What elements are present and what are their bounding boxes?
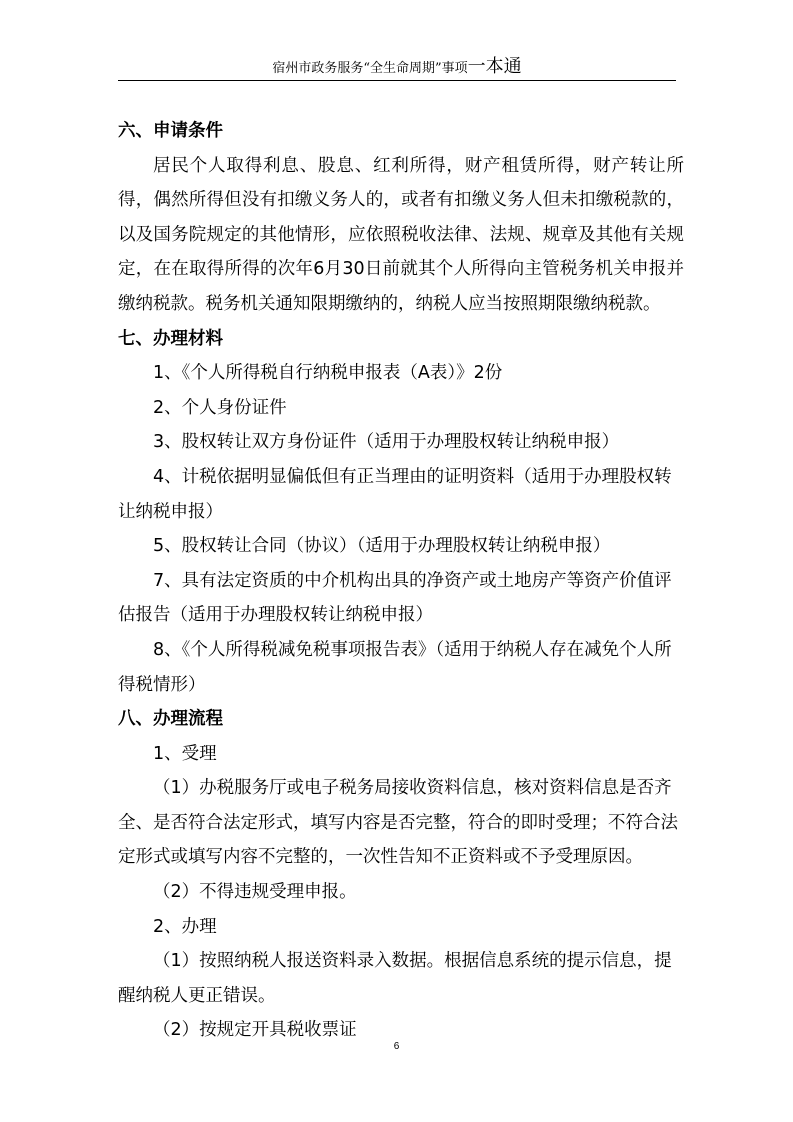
material-item: 7、具有法定资质的中介机构出具的净资产或土地房产等资产价值评估报告（适用于办理股权转让纳税申报）	[118, 570, 672, 626]
process-step-title: 2、办理	[153, 916, 217, 937]
material-item: 4、计税依据明显偏低但有正当理由的证明资料（适用于办理股权转让纳税申报）	[118, 466, 672, 522]
process-step-paragraph: （1）办税服务厅或电子税务局接收资料信息，核对资料信息是否齐全、是否符合法定形式，填写内容是否完整，符合的即时受理；不符合法定形式或填写内容不完整的，一次性告知不正资料或不予受理原因。	[118, 778, 678, 868]
process-step-paragraph: （2）按规定开具税收票证	[153, 1020, 357, 1041]
material-item: 3、股权转让双方身份证件（适用于办理股权转让纳税申报）	[153, 432, 620, 453]
process-step-paragraph: （2）不得违规受理申报。	[153, 882, 357, 903]
header-rule	[118, 80, 676, 81]
page-number: 6	[393, 1041, 400, 1052]
material-item: 5、股权转让合同（协议）（适用于办理股权转让纳税申报）	[153, 536, 611, 557]
page-header	[118, 58, 676, 78]
material-item: 2、个人身份证件	[153, 397, 287, 418]
material-item: 1、《个人所得税自行纳税申报表（A表）》2份	[153, 363, 503, 384]
section-heading-process: 八、办理流程	[118, 709, 223, 730]
header-title-tail: 一本通	[467, 56, 522, 77]
process-step-paragraph: （1）按照纳税人报送资料录入数据。根据信息系统的提示信息，提醒纳税人更正错误。	[118, 951, 672, 1006]
header-title: 宿州市政务服务“全生命周期”事项	[272, 61, 468, 76]
conditions-paragraph: 居民个人取得利息、股息、红利所得，财产租赁所得，财产转让所得，偶然所得但没有扣缴义务人的，或者有扣缴义务人但未扣缴税款的，以及国务院规定的其他情形，应依照税收法律、法规、规章及其他有关规定，在在取得所得的次年6月30日前就其个人所得向主管税务机关申报并缴纳税款。税务机关通知限期缴纳的，纳税人应当按照期限缴纳税款。	[118, 155, 684, 314]
document-body	[118, 114, 684, 1048]
material-item: 8、《个人所得税减免税事项报告表》（适用于纳税人存在减免个人所得税情形）	[118, 639, 672, 695]
section-heading-materials: 七、办理材料	[118, 328, 223, 349]
section-heading-conditions: 六、申请条件	[118, 121, 223, 141]
process-step-title: 1、受理	[153, 743, 217, 764]
